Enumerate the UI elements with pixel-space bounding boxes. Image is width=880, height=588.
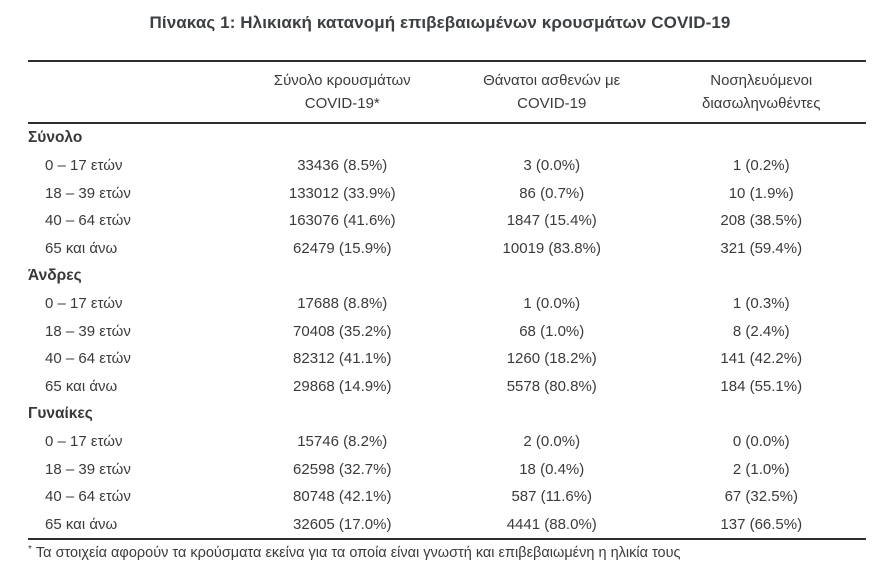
section-label: Άνδρες xyxy=(28,267,82,284)
deaths-value: 2 (0.0%) xyxy=(523,433,581,451)
age-group-label: 18 – 39 ετών xyxy=(45,184,131,202)
table-bottom-rule xyxy=(28,538,866,540)
cases-value: 133012 (33.9%) xyxy=(288,184,396,202)
intubated-value: 208 (38.5%) xyxy=(720,212,803,230)
column-header-intubated xyxy=(657,69,867,115)
column-header-cases-line2: COVID-19* xyxy=(304,95,380,112)
age-group-label: 65 και άνω xyxy=(45,377,118,395)
intubated-value: 184 (55.1%) xyxy=(720,377,803,395)
section-row-men xyxy=(28,262,866,290)
cases-value: 15746 (8.2%) xyxy=(297,433,388,451)
age-group-label: 40 – 64 ετών xyxy=(45,212,131,230)
footnote-asterisk: * xyxy=(28,544,32,555)
cases-value: 80748 (42.1%) xyxy=(293,488,392,506)
column-header-deaths xyxy=(447,69,657,115)
column-header-deaths-line2: COVID-19 xyxy=(517,95,587,112)
table-row xyxy=(28,456,866,484)
section-label: Γυναίκες xyxy=(28,405,93,422)
deaths-value: 68 (1.0%) xyxy=(519,322,585,340)
deaths-value: 1 (0.0%) xyxy=(523,295,581,313)
section-label: Σύνολο xyxy=(28,129,83,146)
deaths-value: 1847 (15.4%) xyxy=(506,212,597,230)
intubated-value: 1 (0.2%) xyxy=(732,157,790,175)
age-group-label: 18 – 39 ετών xyxy=(45,460,131,478)
age-group-label: 0 – 17 ετών xyxy=(45,433,123,451)
column-header-deaths-line1: Θάνατοι ασθενών με xyxy=(483,72,621,89)
cases-value: 70408 (35.2%) xyxy=(293,322,392,340)
page-title: Πίνακας 1: Ηλικιακή κατανομή επιβεβαιωμένων κρουσμάτων COVID-19 xyxy=(149,13,731,32)
intubated-value: 1 (0.3%) xyxy=(732,295,790,313)
age-group-label: 18 – 39 ετών xyxy=(45,322,131,340)
table-row xyxy=(28,373,866,401)
table-row xyxy=(28,180,866,208)
column-header-intubated-line1: Νοσηλευόμενοι xyxy=(710,72,813,89)
column-header-cases-line1: Σύνολο κρουσμάτων xyxy=(273,72,411,89)
covid-age-distribution-table xyxy=(28,60,866,540)
intubated-value: 321 (59.4%) xyxy=(720,239,803,257)
table-row xyxy=(28,511,866,539)
section-row-women xyxy=(28,400,866,428)
cases-value: 32605 (17.0%) xyxy=(293,515,392,533)
table-row xyxy=(28,152,866,180)
table-row xyxy=(28,290,866,318)
table-footnote xyxy=(28,545,866,561)
deaths-value: 587 (11.6%) xyxy=(511,488,593,506)
deaths-value: 5578 (80.8%) xyxy=(506,377,597,395)
intubated-value: 10 (1.9%) xyxy=(728,184,794,202)
intubated-value: 2 (1.0%) xyxy=(732,460,790,478)
intubated-value: 8 (2.4%) xyxy=(732,322,790,340)
deaths-value: 4441 (88.0%) xyxy=(506,515,597,533)
cases-value: 62479 (15.9%) xyxy=(293,239,392,257)
table-header-row xyxy=(28,62,866,122)
cases-value: 82312 (41.1%) xyxy=(293,350,392,368)
deaths-value: 10019 (83.8%) xyxy=(502,239,601,257)
age-group-label: 0 – 17 ετών xyxy=(45,157,123,175)
intubated-value: 141 (42.2%) xyxy=(720,350,803,368)
table-row xyxy=(28,483,866,511)
age-group-label: 65 και άνω xyxy=(45,515,118,533)
deaths-value: 18 (0.4%) xyxy=(519,460,585,478)
footnote-text: Τα στοιχεία αφορούν τα κρούσματα εκείνα για τα οποία είναι γνωστή και επιβεβαιωμένη η ηλικία τους xyxy=(35,545,681,561)
age-group-label: 40 – 64 ετών xyxy=(45,488,131,506)
table-row xyxy=(28,318,866,346)
intubated-value: 0 (0.0%) xyxy=(732,433,790,451)
deaths-value: 86 (0.7%) xyxy=(519,184,585,202)
cases-value: 29868 (14.9%) xyxy=(293,377,392,395)
age-group-label: 65 και άνω xyxy=(45,239,118,257)
age-group-label: 40 – 64 ετών xyxy=(45,350,131,368)
cases-value: 62598 (32.7%) xyxy=(293,460,392,478)
table-row xyxy=(28,235,866,263)
intubated-value: 67 (32.5%) xyxy=(724,488,798,506)
table-row xyxy=(28,428,866,456)
column-header-intubated-line2: διασωληνωθέντες xyxy=(702,95,821,112)
table-row xyxy=(28,207,866,235)
cases-value: 33436 (8.5%) xyxy=(297,157,388,175)
deaths-value: 1260 (18.2%) xyxy=(506,350,597,368)
table-row xyxy=(28,345,866,373)
age-group-label: 0 – 17 ετών xyxy=(45,295,123,313)
column-header-cases xyxy=(238,69,448,115)
section-row-total xyxy=(28,124,866,152)
intubated-value: 137 (66.5%) xyxy=(720,515,803,533)
cases-value: 17688 (8.8%) xyxy=(297,295,388,313)
cases-value: 163076 (41.6%) xyxy=(288,212,396,230)
deaths-value: 3 (0.0%) xyxy=(523,157,581,175)
